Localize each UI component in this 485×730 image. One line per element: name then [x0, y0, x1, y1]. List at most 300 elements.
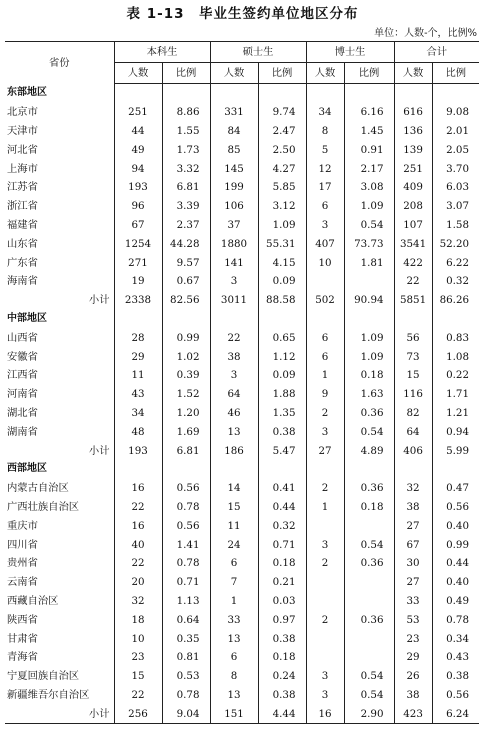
cell-doctor-ratio: 3.08: [344, 178, 394, 197]
table-row: [5, 629, 479, 648]
cell-undergrad-count: 22: [114, 554, 162, 573]
region-distribution-table: [5, 41, 479, 724]
cell-doctor-count: 3: [306, 216, 344, 235]
cell-doctor-count: 502: [306, 291, 344, 310]
cell-province: 广西壮族自治区: [7, 500, 80, 513]
cell-doctor-ratio: 90.94: [344, 291, 394, 310]
table-row: [5, 159, 479, 178]
cell-undergrad-ratio: 1.52: [162, 385, 210, 404]
cell-master-ratio: 55.31: [258, 234, 306, 253]
cell-total-count: 116: [394, 385, 432, 404]
cell-undergrad-count: 271: [114, 253, 162, 272]
cell-doctor-ratio: 0.54: [344, 535, 394, 554]
cell-doctor-ratio: [344, 629, 394, 648]
cell-doctor-ratio: 2.90: [344, 704, 394, 723]
cell-total-count: 22: [394, 272, 432, 291]
header-count: 人数: [210, 63, 258, 84]
cell-undergrad-count: 94: [114, 159, 162, 178]
cell-undergrad-count: 96: [114, 197, 162, 216]
header-count: 人数: [306, 63, 344, 84]
table-row: [5, 686, 479, 705]
cell-total-ratio: 6.24: [432, 704, 479, 723]
cell-master-count: 33: [210, 610, 258, 629]
cell-total-ratio: 0.94: [432, 422, 479, 441]
cell-doctor-count: 6: [306, 347, 344, 366]
region-name: 中部地区: [7, 312, 47, 324]
table-row: [5, 122, 479, 141]
subtotal-row: [5, 704, 479, 723]
cell-master-ratio: 0.21: [258, 573, 306, 592]
table-row: [5, 140, 479, 159]
cell-undergrad-ratio: 1.02: [162, 347, 210, 366]
empty-cell: [432, 460, 479, 479]
cell-undergrad-ratio: 0.71: [162, 573, 210, 592]
cell-undergrad-ratio: 6.81: [162, 178, 210, 197]
cell-doctor-ratio: 4.89: [344, 441, 394, 460]
cell-doctor-count: 16: [306, 704, 344, 723]
cell-undergrad-count: 15: [114, 667, 162, 686]
cell-total-count: 38: [394, 686, 432, 705]
cell-total-ratio: 3.70: [432, 159, 479, 178]
cell-master-ratio: 4.27: [258, 159, 306, 178]
cell-master-ratio: 0.18: [258, 554, 306, 573]
cell-province: 小计: [5, 704, 114, 723]
cell-doctor-ratio: 73.73: [344, 234, 394, 253]
empty-cell: [162, 460, 210, 479]
cell-undergrad-ratio: 0.78: [162, 498, 210, 517]
table-row: [5, 554, 479, 573]
cell-total-count: 208: [394, 197, 432, 216]
cell-doctor-count: 3: [306, 535, 344, 554]
empty-cell: [394, 310, 432, 329]
cell-undergrad-ratio: 0.64: [162, 610, 210, 629]
cell-province: 青海省: [7, 651, 38, 664]
cell-undergrad-count: 2338: [114, 291, 162, 310]
cell-province: 贵州省: [7, 557, 38, 570]
empty-cell: [432, 84, 479, 103]
table-row: [5, 197, 479, 216]
cell-province: 河南省: [7, 388, 38, 401]
cell-province: 浙江省: [7, 200, 38, 213]
cell-total-count: 38: [394, 498, 432, 517]
cell-undergrad-count: 43: [114, 385, 162, 404]
region-name: 西部地区: [7, 463, 47, 475]
unit-note: 单位：人数-个，比例%: [374, 28, 477, 39]
cell-total-ratio: 1.08: [432, 347, 479, 366]
table-row: [5, 385, 479, 404]
cell-undergrad-count: 49: [114, 140, 162, 159]
cell-total-ratio: 0.44: [432, 554, 479, 573]
table-row: [5, 516, 479, 535]
cell-total-count: 406: [394, 441, 432, 460]
cell-doctor-count: 2: [306, 610, 344, 629]
cell-province: 福建省: [7, 218, 38, 231]
cell-total-ratio: 0.43: [432, 648, 479, 667]
cell-doctor-count: 10: [306, 253, 344, 272]
cell-undergrad-ratio: 3.32: [162, 159, 210, 178]
cell-doctor-count: 8: [306, 122, 344, 141]
cell-province: 湖北省: [7, 406, 38, 419]
cell-total-count: 82: [394, 404, 432, 423]
empty-cell: [210, 84, 258, 103]
cell-province: 安徽省: [7, 350, 38, 363]
cell-total-count: 5851: [394, 291, 432, 310]
cell-master-ratio: 2.47: [258, 122, 306, 141]
cell-master-count: 84: [210, 122, 258, 141]
cell-master-ratio: 0.41: [258, 479, 306, 498]
cell-province: 小计: [88, 294, 110, 307]
table-row: [5, 216, 479, 235]
empty-cell: [432, 310, 479, 329]
cell-master-count: 24: [210, 535, 258, 554]
cell-master-count: 85: [210, 140, 258, 159]
cell-doctor-count: [306, 573, 344, 592]
cell-master-count: 106: [210, 197, 258, 216]
cell-total-ratio: 0.56: [432, 686, 479, 705]
cell-doctor-count: 6: [306, 197, 344, 216]
cell-undergrad-count: 34: [114, 404, 162, 423]
cell-doctor-ratio: 0.36: [344, 554, 394, 573]
cell-doctor-count: 3: [306, 667, 344, 686]
table-row: [5, 610, 479, 629]
cell-province: 天津市: [7, 124, 38, 137]
empty-cell: [394, 460, 432, 479]
empty-cell: [344, 460, 394, 479]
cell-total-ratio: 1.58: [432, 216, 479, 235]
empty-cell: [258, 460, 306, 479]
cell-doctor-count: 1: [306, 366, 344, 385]
table-title: 表 1-13 毕业生签约单位地区分布: [126, 6, 359, 22]
cell-undergrad-ratio: 0.39: [162, 366, 210, 385]
cell-province: 河北省: [7, 143, 38, 156]
cell-undergrad-ratio: 1.41: [162, 535, 210, 554]
cell-master-ratio: 4.44: [258, 704, 306, 723]
cell-total-ratio: 1.71: [432, 385, 479, 404]
cell-undergrad-count: 16: [114, 479, 162, 498]
cell-master-ratio: 1.35: [258, 404, 306, 423]
cell-undergrad-ratio: 1.73: [162, 140, 210, 159]
header-master: 硕士生: [210, 42, 306, 63]
empty-cell: [344, 84, 394, 103]
cell-master-count: 38: [210, 347, 258, 366]
cell-doctor-count: [306, 629, 344, 648]
cell-doctor-count: 3: [306, 686, 344, 705]
cell-undergrad-count: 18: [114, 610, 162, 629]
cell-doctor-ratio: 0.54: [344, 216, 394, 235]
cell-undergrad-count: 22: [114, 686, 162, 705]
cell-undergrad-count: 32: [114, 592, 162, 611]
cell-master-ratio: 2.50: [258, 140, 306, 159]
region-header-row: [5, 310, 479, 329]
cell-master-count: 1: [210, 592, 258, 611]
cell-doctor-ratio: [344, 573, 394, 592]
cell-master-count: 15: [210, 498, 258, 517]
cell-province: 江苏省: [7, 181, 38, 194]
cell-total-count: 139: [394, 140, 432, 159]
table-row: [5, 667, 479, 686]
cell-total-count: 30: [394, 554, 432, 573]
header-ratio: 比例: [344, 63, 394, 84]
table-row: [5, 404, 479, 423]
cell-undergrad-count: 23: [114, 648, 162, 667]
cell-undergrad-ratio: 9.04: [162, 704, 210, 723]
empty-cell: [210, 460, 258, 479]
table-row: [5, 479, 479, 498]
cell-total-ratio: 6.03: [432, 178, 479, 197]
cell-total-ratio: 0.49: [432, 592, 479, 611]
cell-master-count: 22: [210, 328, 258, 347]
cell-doctor-ratio: 1.45: [344, 122, 394, 141]
cell-undergrad-count: 44: [114, 122, 162, 141]
cell-master-count: 186: [210, 441, 258, 460]
cell-province: 陕西省: [7, 613, 38, 626]
table-row: [5, 272, 479, 291]
cell-total-ratio: 0.99: [432, 535, 479, 554]
cell-doctor-count: 34: [306, 103, 344, 122]
cell-undergrad-ratio: 44.28: [162, 234, 210, 253]
cell-master-count: 7: [210, 573, 258, 592]
cell-province: 西藏自治区: [7, 594, 59, 607]
cell-total-ratio: 0.56: [432, 498, 479, 517]
cell-undergrad-count: 48: [114, 422, 162, 441]
cell-undergrad-ratio: 0.35: [162, 629, 210, 648]
cell-province: 内蒙古自治区: [7, 482, 69, 495]
cell-undergrad-ratio: 1.55: [162, 122, 210, 141]
cell-undergrad-ratio: 3.39: [162, 197, 210, 216]
region-header-row: [5, 84, 479, 103]
cell-total-ratio: 6.22: [432, 253, 479, 272]
cell-province: 湖南省: [7, 425, 38, 438]
empty-cell: [114, 84, 162, 103]
table-body: [5, 84, 479, 724]
cell-doctor-count: [306, 272, 344, 291]
cell-total-count: 3541: [394, 234, 432, 253]
cell-master-ratio: 0.38: [258, 686, 306, 705]
cell-province: 小计: [88, 444, 110, 457]
cell-total-count: 56: [394, 328, 432, 347]
cell-master-count: 46: [210, 404, 258, 423]
cell-doctor-ratio: 0.54: [344, 422, 394, 441]
cell-province: 新疆维吾尔自治区: [7, 688, 90, 701]
cell-total-ratio: 9.08: [432, 103, 479, 122]
cell-master-count: 13: [210, 422, 258, 441]
cell-master-count: 141: [210, 253, 258, 272]
cell-doctor-ratio: 0.36: [344, 404, 394, 423]
cell-master-ratio: 9.74: [258, 103, 306, 122]
cell-master-count: 3011: [210, 291, 258, 310]
cell-undergrad-count: 22: [114, 498, 162, 517]
header-ratio: 比例: [258, 63, 306, 84]
cell-undergrad-count: 29: [114, 347, 162, 366]
table-row: [5, 648, 479, 667]
header-doctor: 博士生: [306, 42, 394, 63]
cell-doctor-ratio: 0.54: [344, 686, 394, 705]
cell-master-ratio: 0.38: [258, 422, 306, 441]
cell-master-count: 13: [210, 629, 258, 648]
cell-doctor-ratio: 0.36: [344, 479, 394, 498]
cell-province: 重庆市: [7, 519, 38, 532]
cell-master-ratio: 0.65: [258, 328, 306, 347]
table-row: [5, 253, 479, 272]
cell-total-count: 53: [394, 610, 432, 629]
cell-master-ratio: 0.97: [258, 610, 306, 629]
cell-total-ratio: 0.38: [432, 667, 479, 686]
cell-total-count: 27: [394, 516, 432, 535]
region-header-row: [5, 460, 479, 479]
cell-total-count: 67: [394, 535, 432, 554]
cell-doctor-ratio: 1.09: [344, 328, 394, 347]
cell-undergrad-ratio: 82.56: [162, 291, 210, 310]
cell-master-count: 6: [210, 554, 258, 573]
cell-total-count: 616: [394, 103, 432, 122]
cell-doctor-ratio: 0.18: [344, 366, 394, 385]
table-row: [5, 178, 479, 197]
empty-cell: [258, 84, 306, 103]
cell-undergrad-ratio: 0.81: [162, 648, 210, 667]
table-row: [5, 234, 479, 253]
cell-undergrad-ratio: 1.20: [162, 404, 210, 423]
cell-total-ratio: 2.05: [432, 140, 479, 159]
cell-total-ratio: 3.07: [432, 197, 479, 216]
region-name: 东部地区: [7, 87, 47, 99]
cell-undergrad-count: 20: [114, 573, 162, 592]
cell-undergrad-ratio: 2.37: [162, 216, 210, 235]
empty-cell: [162, 310, 210, 329]
cell-undergrad-count: 251: [114, 103, 162, 122]
subtotal-row: [5, 291, 479, 310]
cell-total-ratio: 0.40: [432, 516, 479, 535]
cell-total-count: 32: [394, 479, 432, 498]
cell-undergrad-ratio: 9.57: [162, 253, 210, 272]
cell-doctor-ratio: 1.81: [344, 253, 394, 272]
subtotal-row: [5, 441, 479, 460]
cell-province: 海南省: [7, 275, 38, 288]
cell-doctor-ratio: [344, 648, 394, 667]
cell-doctor-ratio: 1.09: [344, 197, 394, 216]
cell-province: 广东省: [7, 256, 38, 269]
table-row: [5, 535, 479, 554]
cell-province: 甘肃省: [7, 632, 38, 645]
cell-doctor-ratio: 1.09: [344, 347, 394, 366]
cell-master-ratio: 5.85: [258, 178, 306, 197]
cell-doctor-count: 3: [306, 422, 344, 441]
cell-total-ratio: 86.26: [432, 291, 479, 310]
cell-total-count: 107: [394, 216, 432, 235]
cell-master-ratio: 0.32: [258, 516, 306, 535]
cell-province: 山东省: [7, 237, 38, 250]
cell-total-ratio: 0.78: [432, 610, 479, 629]
cell-master-ratio: 3.12: [258, 197, 306, 216]
cell-undergrad-ratio: 1.69: [162, 422, 210, 441]
cell-doctor-ratio: [344, 592, 394, 611]
cell-master-ratio: 1.88: [258, 385, 306, 404]
cell-doctor-count: 17: [306, 178, 344, 197]
cell-master-count: 6: [210, 648, 258, 667]
cell-doctor-count: [306, 592, 344, 611]
cell-total-count: 409: [394, 178, 432, 197]
cell-undergrad-ratio: 0.67: [162, 272, 210, 291]
cell-total-ratio: 52.20: [432, 234, 479, 253]
cell-master-ratio: 0.38: [258, 629, 306, 648]
cell-undergrad-ratio: 6.81: [162, 441, 210, 460]
cell-master-ratio: 88.58: [258, 291, 306, 310]
cell-doctor-count: [306, 648, 344, 667]
cell-undergrad-count: 67: [114, 216, 162, 235]
cell-province: 宁夏回族自治区: [7, 670, 80, 683]
cell-total-count: 23: [394, 629, 432, 648]
cell-undergrad-ratio: 1.13: [162, 592, 210, 611]
cell-doctor-ratio: [344, 516, 394, 535]
cell-total-count: 73: [394, 347, 432, 366]
cell-doctor-count: 12: [306, 159, 344, 178]
table-row: [5, 592, 479, 611]
empty-cell: [162, 84, 210, 103]
cell-doctor-count: 2: [306, 554, 344, 573]
cell-doctor-ratio: [344, 272, 394, 291]
cell-total-ratio: 0.32: [432, 272, 479, 291]
cell-master-count: 14: [210, 479, 258, 498]
cell-undergrad-ratio: 0.78: [162, 554, 210, 573]
cell-total-count: 27: [394, 573, 432, 592]
cell-undergrad-ratio: 8.86: [162, 103, 210, 122]
cell-total-ratio: 5.99: [432, 441, 479, 460]
cell-master-count: 145: [210, 159, 258, 178]
cell-master-ratio: 0.18: [258, 648, 306, 667]
cell-undergrad-count: 193: [114, 178, 162, 197]
cell-doctor-ratio: 0.91: [344, 140, 394, 159]
cell-province: 北京市: [7, 106, 38, 119]
cell-master-count: 331: [210, 103, 258, 122]
cell-doctor-count: 5: [306, 140, 344, 159]
cell-undergrad-count: 10: [114, 629, 162, 648]
cell-doctor-ratio: 0.18: [344, 498, 394, 517]
cell-master-count: 1880: [210, 234, 258, 253]
cell-province: 上海市: [7, 162, 38, 175]
table-row: [5, 366, 479, 385]
empty-cell: [306, 460, 344, 479]
cell-undergrad-count: 11: [114, 366, 162, 385]
cell-doctor-count: 407: [306, 234, 344, 253]
cell-undergrad-ratio: 0.56: [162, 516, 210, 535]
cell-doctor-count: 1: [306, 498, 344, 517]
empty-cell: [394, 84, 432, 103]
cell-total-count: 251: [394, 159, 432, 178]
cell-master-ratio: 5.47: [258, 441, 306, 460]
cell-total-ratio: 1.21: [432, 404, 479, 423]
cell-undergrad-count: 256: [114, 704, 162, 723]
cell-total-count: 64: [394, 422, 432, 441]
cell-total-count: 15: [394, 366, 432, 385]
cell-doctor-ratio: 2.17: [344, 159, 394, 178]
cell-doctor-ratio: 1.63: [344, 385, 394, 404]
cell-total-ratio: 0.22: [432, 366, 479, 385]
cell-doctor-ratio: 0.54: [344, 667, 394, 686]
cell-master-count: 151: [210, 704, 258, 723]
empty-cell: [114, 460, 162, 479]
cell-master-ratio: 0.71: [258, 535, 306, 554]
cell-total-count: 29: [394, 648, 432, 667]
cell-master-count: 3: [210, 272, 258, 291]
cell-undergrad-count: 28: [114, 328, 162, 347]
cell-total-ratio: 0.34: [432, 629, 479, 648]
cell-doctor-count: 2: [306, 404, 344, 423]
cell-undergrad-ratio: 0.78: [162, 686, 210, 705]
cell-province: 山西省: [7, 331, 38, 344]
cell-total-count: 136: [394, 122, 432, 141]
header-province: 省份: [5, 42, 114, 84]
cell-total-ratio: 2.01: [432, 122, 479, 141]
table-row: [5, 347, 479, 366]
